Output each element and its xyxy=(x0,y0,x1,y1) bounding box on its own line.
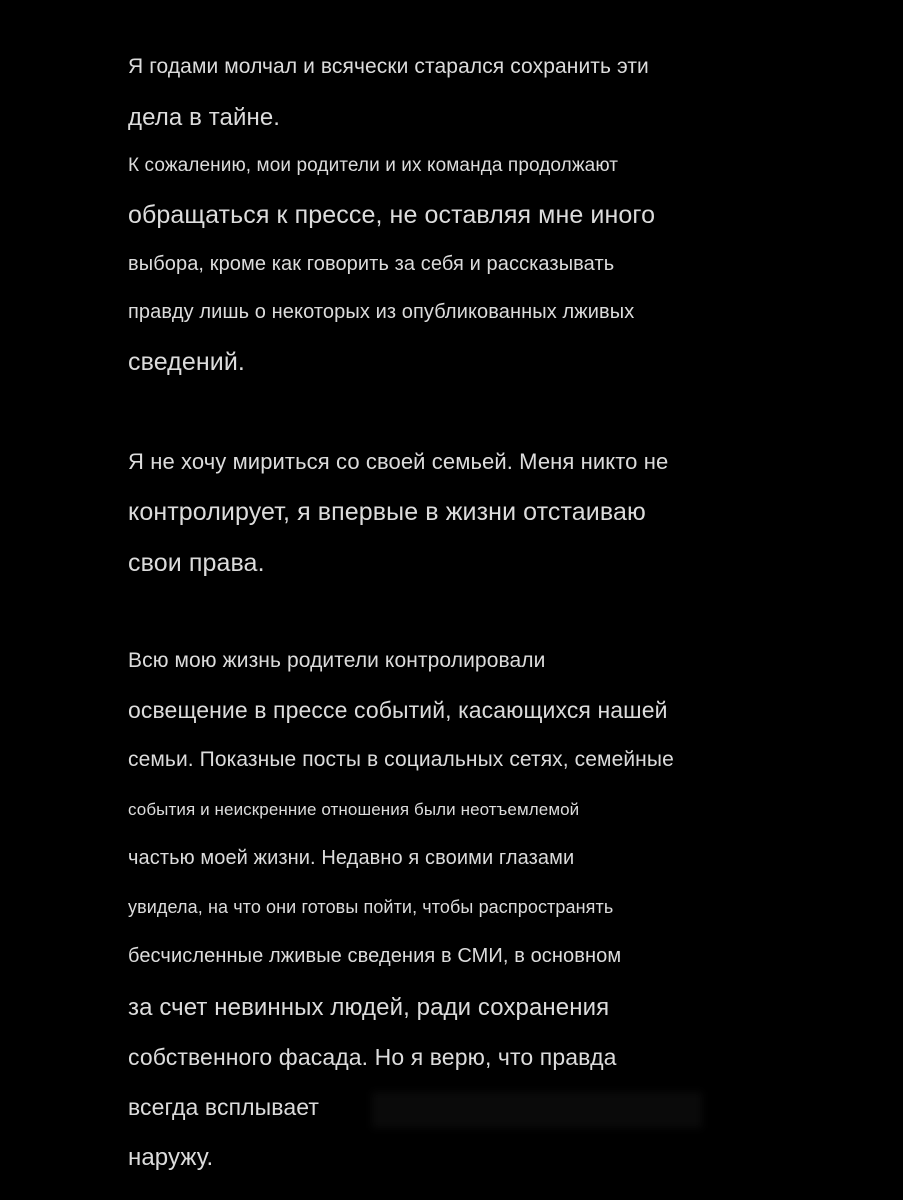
text-line: выбора, кроме как говорить за себя и рассказывать xyxy=(128,253,615,275)
text-line: увидела, на что они готовы пойти, чтобы распространять xyxy=(128,897,614,917)
text-line: Я не хочу мириться со своей семьей. Меня никто не xyxy=(128,449,669,474)
text-line: Я годами молчал и всячески старался сохранить эти xyxy=(128,55,649,78)
text-line: частью моей жизни. Недавно я своими глазами xyxy=(128,847,575,869)
text-line: наружу. xyxy=(128,1144,214,1171)
text-line: события и неискренние отношения были неотъемлемой xyxy=(128,800,580,819)
text-line: Всю мою жизнь родители контролировали xyxy=(128,649,546,672)
text-line: всегда всплывает xyxy=(128,1094,319,1120)
text-line: обращаться к прессе, не оставляя мне иного xyxy=(128,201,656,229)
text-line: сведений. xyxy=(128,348,245,376)
text-line: собственного фасада. Но я верю, что правда xyxy=(128,1044,617,1070)
text-line: свои права. xyxy=(128,549,265,577)
text-line: семьи. Показные посты в социальных сетях, семейные xyxy=(128,748,674,771)
text-line: бесчисленные лживые сведения в СМИ, в основном xyxy=(128,945,622,967)
redaction-smudge xyxy=(372,1092,702,1128)
text-line: дела в тайне. xyxy=(128,104,281,131)
text-line: контролирует, я впервые в жизни отстаиваю xyxy=(128,498,646,526)
text-line: за счет невинных людей, ради сохранения xyxy=(128,994,610,1021)
text-line: освещение в прессе событий, касающихся нашей xyxy=(128,697,668,723)
text-line: К сожалению, мои родители и их команда продолжают xyxy=(128,155,619,176)
text-line: правду лишь о некоторых из опубликованных лживых xyxy=(128,301,635,323)
